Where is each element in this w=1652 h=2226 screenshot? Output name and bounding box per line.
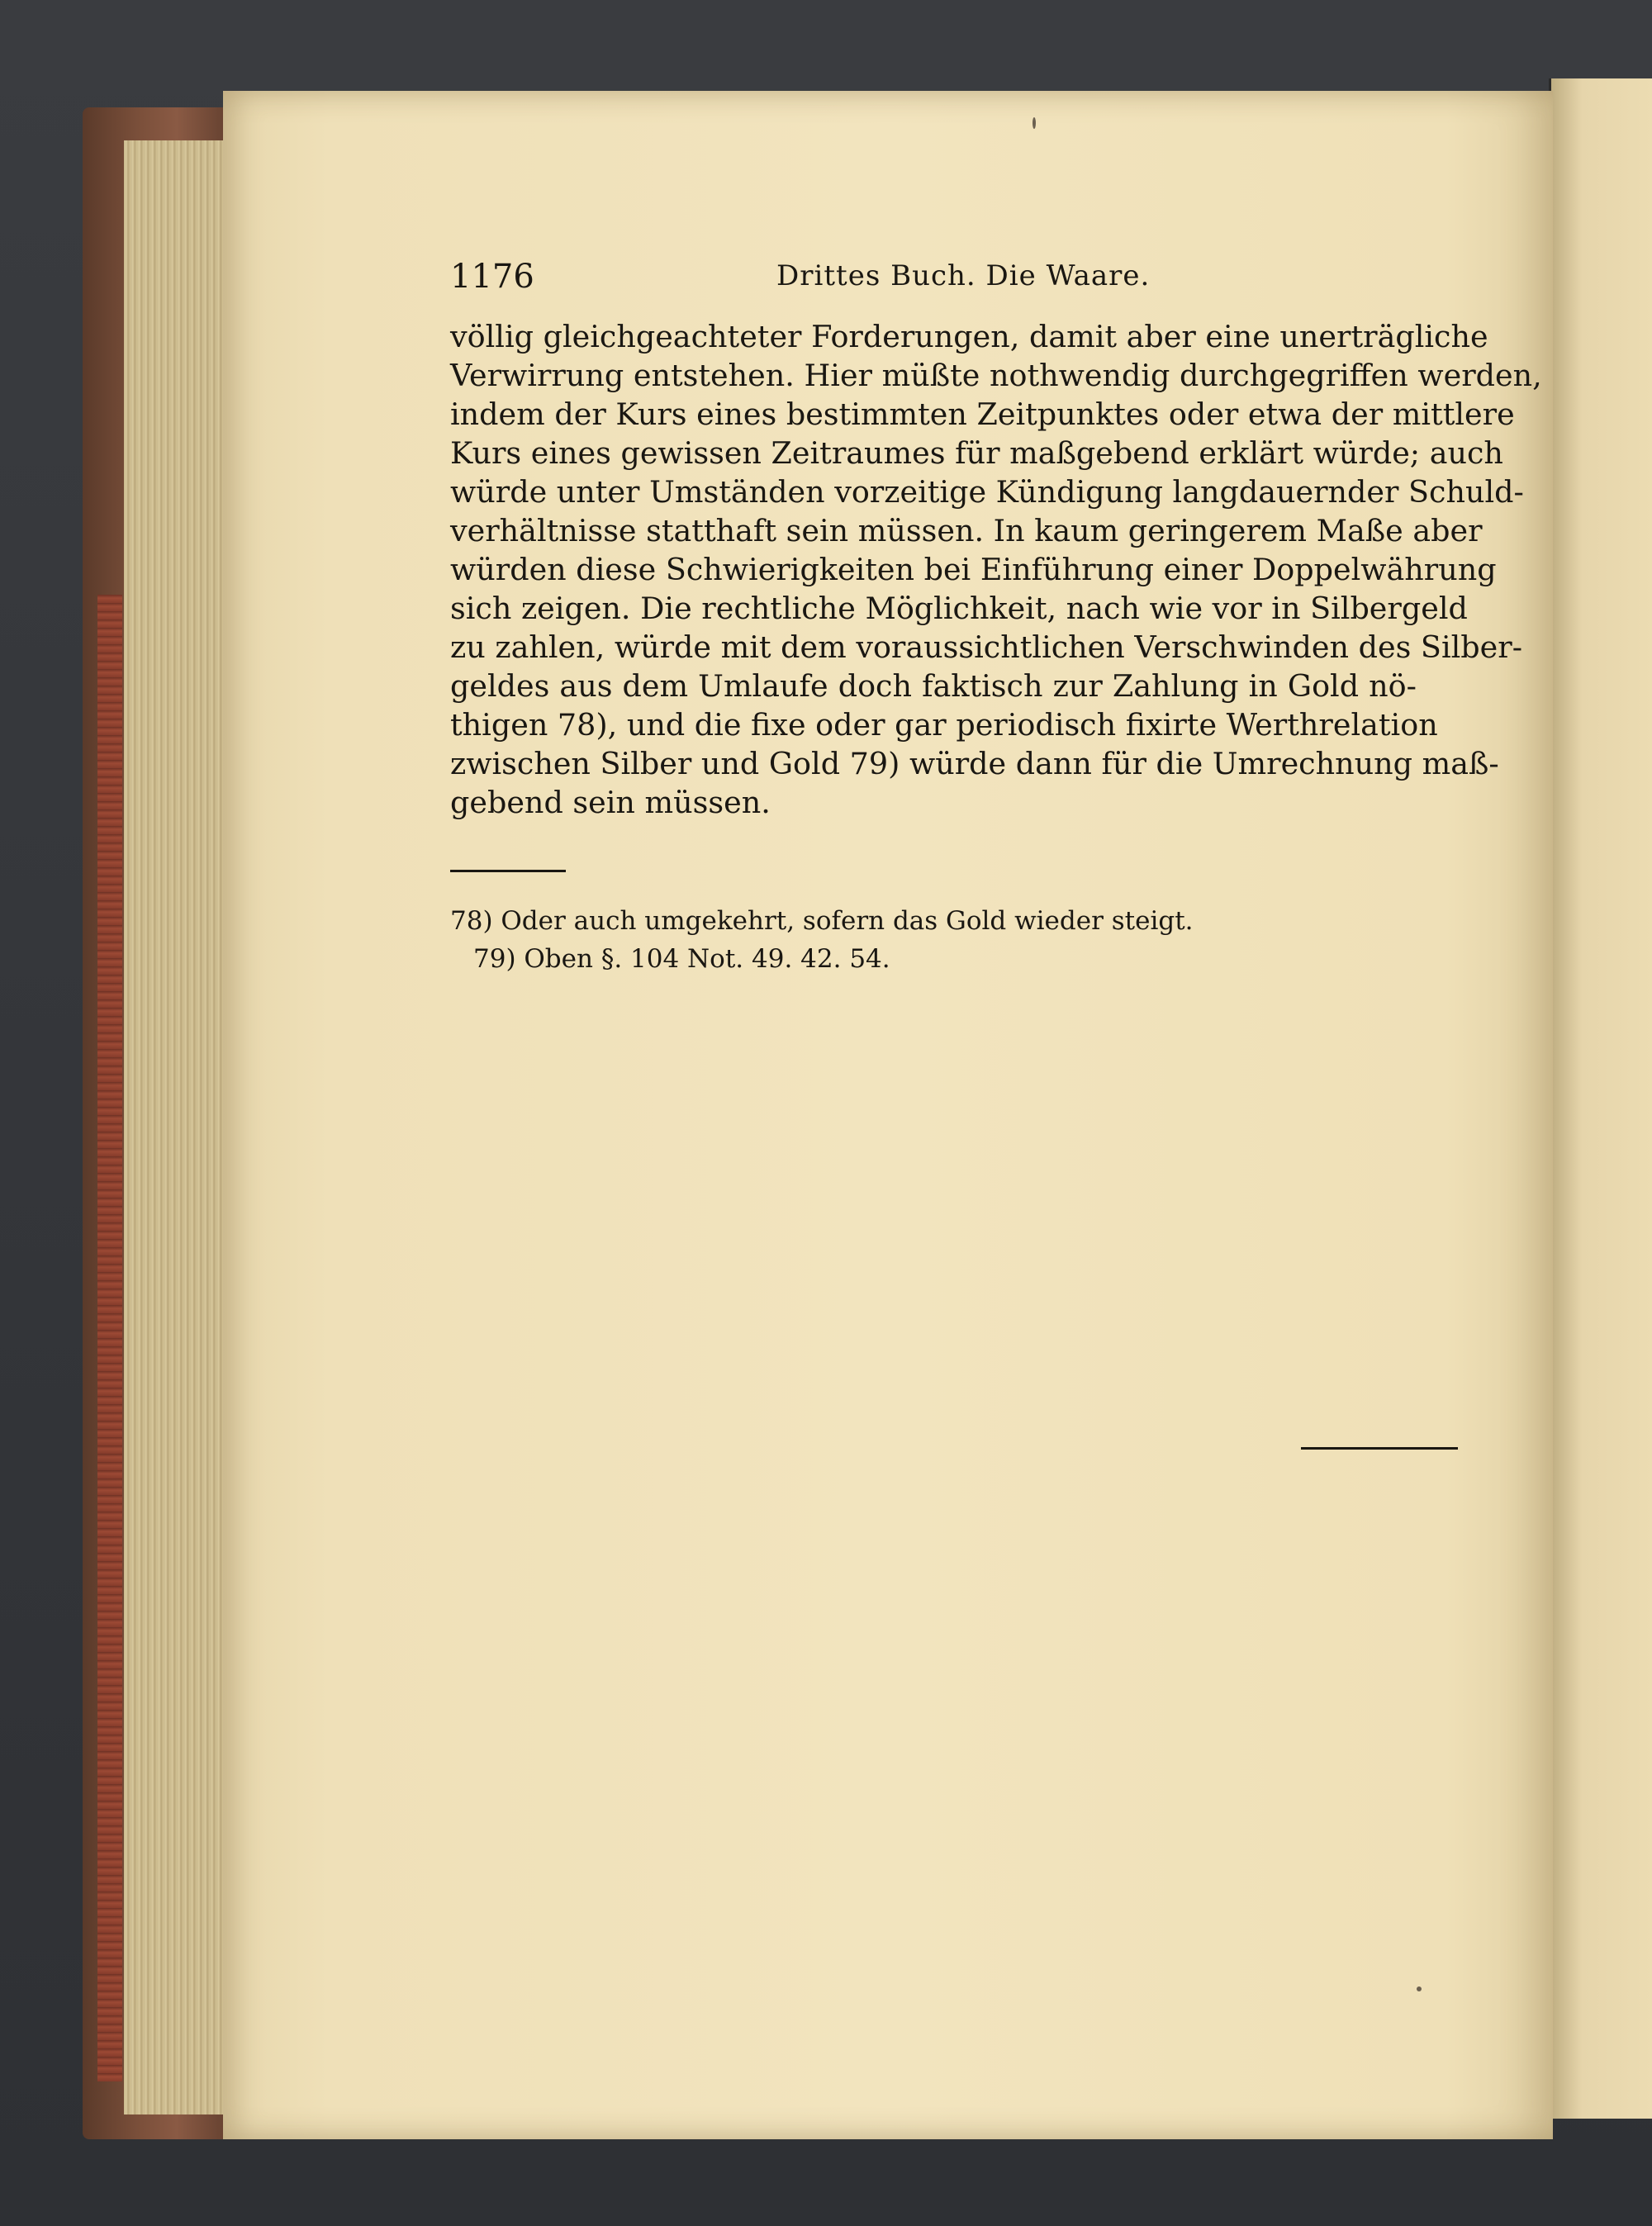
- paper-speck: [1417, 1986, 1422, 1991]
- footnote-79: 79) Oben §. 104 Not. 49. 42. 54.: [473, 944, 890, 974]
- footnote-78: 78) Oder auch umgekehrt, sofern das Gold wieder steigt.: [450, 906, 1194, 936]
- footnotes: [450, 902, 1417, 978]
- section-end-rule: [1301, 1447, 1458, 1450]
- body-line: würde unter Umständen vorzeitige Kündigung langdauernder Schuld-: [450, 474, 1524, 510]
- body-paragraph: [450, 317, 1542, 822]
- body-line: geldes aus dem Umlaufe doch faktisch zur Zahlung in Gold nö-: [450, 668, 1417, 704]
- page-edge-stack: [124, 140, 231, 2114]
- body-line: zwischen Silber und Gold 79) würde dann für die Umrechnung maß-: [450, 746, 1499, 781]
- page-header: [450, 248, 1417, 306]
- body-line: gebend sein müssen.: [450, 785, 771, 820]
- body-line: thigen 78), und die fixe oder gar periodisch fixirte Werthrelation: [450, 707, 1438, 743]
- body-line: Verwirrung entstehen. Hier müßte nothwendig durchgegriffen werden,: [450, 358, 1542, 393]
- body-line: sich zeigen. Die rechtliche Möglichkeit, nach wie vor in Silbergeld: [450, 591, 1468, 626]
- paper-speck: [1032, 117, 1036, 129]
- body-line: völlig gleichgeachteter Forderungen, damit aber eine unerträgliche: [450, 319, 1488, 354]
- page-edge-stack-red: [97, 595, 122, 2081]
- running-title: Drittes Buch. Die Waare.: [776, 259, 1151, 292]
- body-line: indem der Kurs eines bestimmten Zeitpunktes oder etwa der mittlere: [450, 396, 1515, 432]
- body-line: würden diese Schwierigkeiten bei Einführung einer Doppelwährung: [450, 552, 1497, 587]
- footnote-separator: [450, 870, 566, 872]
- page-number: 1176: [450, 258, 534, 296]
- body-line: verhältnisse statthaft sein müssen. In kaum geringerem Maße aber: [450, 513, 1483, 548]
- facing-page-edge: [1549, 78, 1652, 2119]
- page-content: [450, 248, 1542, 978]
- body-line: zu zahlen, würde mit dem voraussichtlichen Verschwinden des Silber-: [450, 629, 1523, 665]
- body-line: Kurs eines gewissen Zeitraumes für maßgebend erklärt würde; auch: [450, 435, 1503, 471]
